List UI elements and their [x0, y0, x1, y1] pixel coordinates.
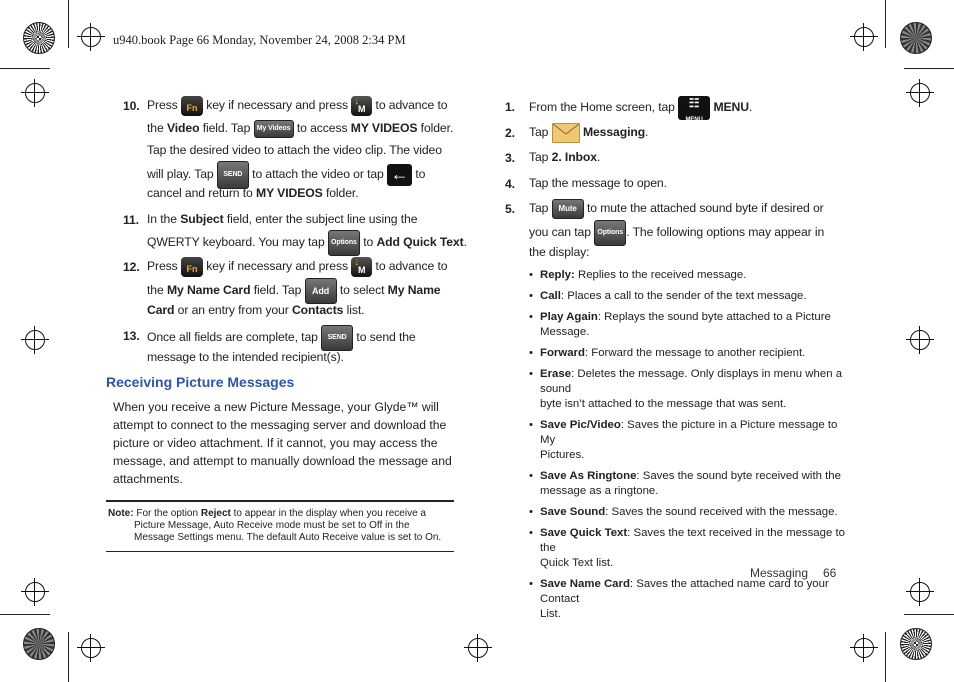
crop-mark	[904, 614, 954, 615]
options-button-icon: Options	[594, 220, 626, 246]
crop-mark	[68, 0, 69, 48]
crosshair-mark-icon	[81, 638, 101, 658]
add-button-icon: Add	[305, 278, 337, 304]
list-item: • Reply: Replies to the received message.	[529, 269, 747, 281]
list-item: • Save Quick Text: Saves the text received in the message to the Quick Text list.	[529, 527, 845, 569]
mute-button-icon: Mute	[552, 199, 584, 219]
step-10-line-3: Tap the desired video to attach the video clip. The video	[147, 143, 442, 157]
note-top-rule	[106, 500, 454, 502]
step-number: 11.	[123, 213, 139, 227]
crop-mark	[885, 0, 886, 48]
registration-wheel-icon	[900, 22, 932, 54]
list-item: • Play Again: Replays the sound byte attached to a Picture Message.	[529, 311, 831, 338]
list-item: • Save As Ringtone: Saves the sound byte received with the message as a ringtone.	[529, 470, 841, 497]
crop-mark	[0, 68, 50, 69]
print-header: u940.book Page 66 Monday, November 24, 2008 2:34 PM	[113, 33, 406, 47]
send-key-icon: SEND	[321, 325, 353, 351]
step-number: 4.	[505, 177, 515, 191]
step-5-line-3: the display:	[529, 245, 590, 259]
send-key-icon: SEND	[217, 161, 249, 189]
note-box: Note: For the option Reject to appear in the display when you receive a Picture Message, Auto Receive mode must be set to Off in the Message Settings menu. The default Auto Receive value is set to On.	[108, 508, 442, 543]
m-key-icon: ↓ M	[351, 96, 372, 116]
step-12-line-3: Card or an entry from your Contacts list.	[147, 303, 365, 317]
step-11-line-1: In the Subject field, enter the subject line using the	[147, 212, 418, 226]
crop-mark	[904, 68, 954, 69]
crosshair-mark-icon	[468, 638, 488, 658]
crosshair-mark-icon	[25, 83, 45, 103]
step-3-line: Tap 2. Inbox.	[529, 150, 601, 164]
crosshair-mark-icon	[854, 27, 874, 47]
menu-grid-icon: ☷ MENU	[678, 96, 710, 120]
list-item: • Call: Places a call to the sender of the text message.	[529, 290, 807, 302]
crosshair-mark-icon	[910, 83, 930, 103]
crosshair-mark-icon	[25, 582, 45, 602]
crosshair-mark-icon	[910, 330, 930, 350]
footer-section-name: Messaging	[750, 566, 809, 580]
step-13-line-1: Once all fields are complete, tap SEND to send the	[147, 325, 416, 351]
crop-mark	[885, 632, 886, 682]
step-13-line-2: message to the intended recipient(s).	[147, 350, 344, 364]
step-number: 5.	[505, 202, 515, 216]
registration-wheel-icon	[23, 22, 55, 54]
step-11-line-2: QWERTY keyboard. You may tap Options to Add Quick Text.	[147, 230, 467, 256]
m-key-icon: ↓ M	[351, 257, 372, 277]
step-number: 13.	[123, 329, 140, 343]
step-1-line: From the Home screen, tap ☷ MENU MENU.	[529, 96, 753, 123]
step-10-line-2: the Video field. Tap My Videos to access MY VIDEOS folder.	[147, 118, 453, 140]
step-number: 2.	[505, 126, 515, 140]
step-number: 12.	[123, 260, 140, 274]
note-bottom-rule	[106, 551, 454, 552]
step-5-line-2: you can tap Options . The following options may appear in	[529, 220, 824, 246]
crosshair-mark-icon	[910, 582, 930, 602]
list-item: • Erase: Deletes the message. Only displays in menu when a sound byte isn’t attached to the message that was sent.	[529, 368, 843, 410]
step-12-line-1: Press Fn key if necessary and press ↓ M to advance to	[147, 256, 448, 275]
my-videos-button-icon: My Videos	[254, 120, 294, 138]
step-10-line-4: will play. Tap SEND to attach the video or tap ← to	[147, 161, 425, 189]
list-item: • Forward: Forward the message to another recipient.	[529, 347, 806, 359]
step-5-line-1: Tap Mute to mute the attached sound byte if desired or	[529, 198, 824, 220]
step-number: 3.	[505, 151, 515, 165]
fn-key-icon: Fn	[181, 96, 203, 116]
list-item: • Save Name Card: Saves the attached name card to your Contact List.	[529, 578, 829, 620]
list-item: • Save Pic/Video: Saves the picture in a Picture message to My Pictures.	[529, 419, 838, 461]
list-item: • Save Sound: Saves the sound received with the message.	[529, 506, 838, 518]
section-title: Receiving Picture Messages	[106, 374, 295, 390]
step-12-line-2: the My Name Card field. Tap Add to select My Name	[147, 278, 440, 304]
crosshair-mark-icon	[81, 27, 101, 47]
crop-mark	[68, 632, 69, 682]
envelope-icon	[552, 123, 580, 143]
step-10-line-5: cancel and return to MY VIDEOS folder.	[147, 186, 359, 200]
crosshair-mark-icon	[25, 330, 45, 350]
step-2-line: Tap Messaging.	[529, 122, 648, 144]
step-4-line: Tap the message to open.	[529, 176, 667, 190]
step-10-line-1: Press Fn key if necessary and press ↓ M to advance to	[147, 95, 448, 114]
step-number: 10.	[123, 99, 140, 113]
page-number: 66	[823, 566, 837, 580]
back-arrow-icon: ←	[387, 164, 412, 186]
crosshair-mark-icon	[854, 638, 874, 658]
registration-wheel-icon	[23, 628, 55, 660]
intro-paragraph: When you receive a new Picture Message, your Glyde™ will attempt to connect to the messaging server and download the picture or video attachment. If it cannot, you may access the message, and attempt to manually download the message and attachments.	[113, 400, 452, 486]
step-number: 1.	[505, 100, 515, 114]
registration-wheel-icon	[900, 628, 932, 660]
crop-mark	[0, 614, 50, 615]
fn-key-icon: Fn	[181, 257, 203, 277]
options-button-icon: Options	[328, 230, 360, 256]
